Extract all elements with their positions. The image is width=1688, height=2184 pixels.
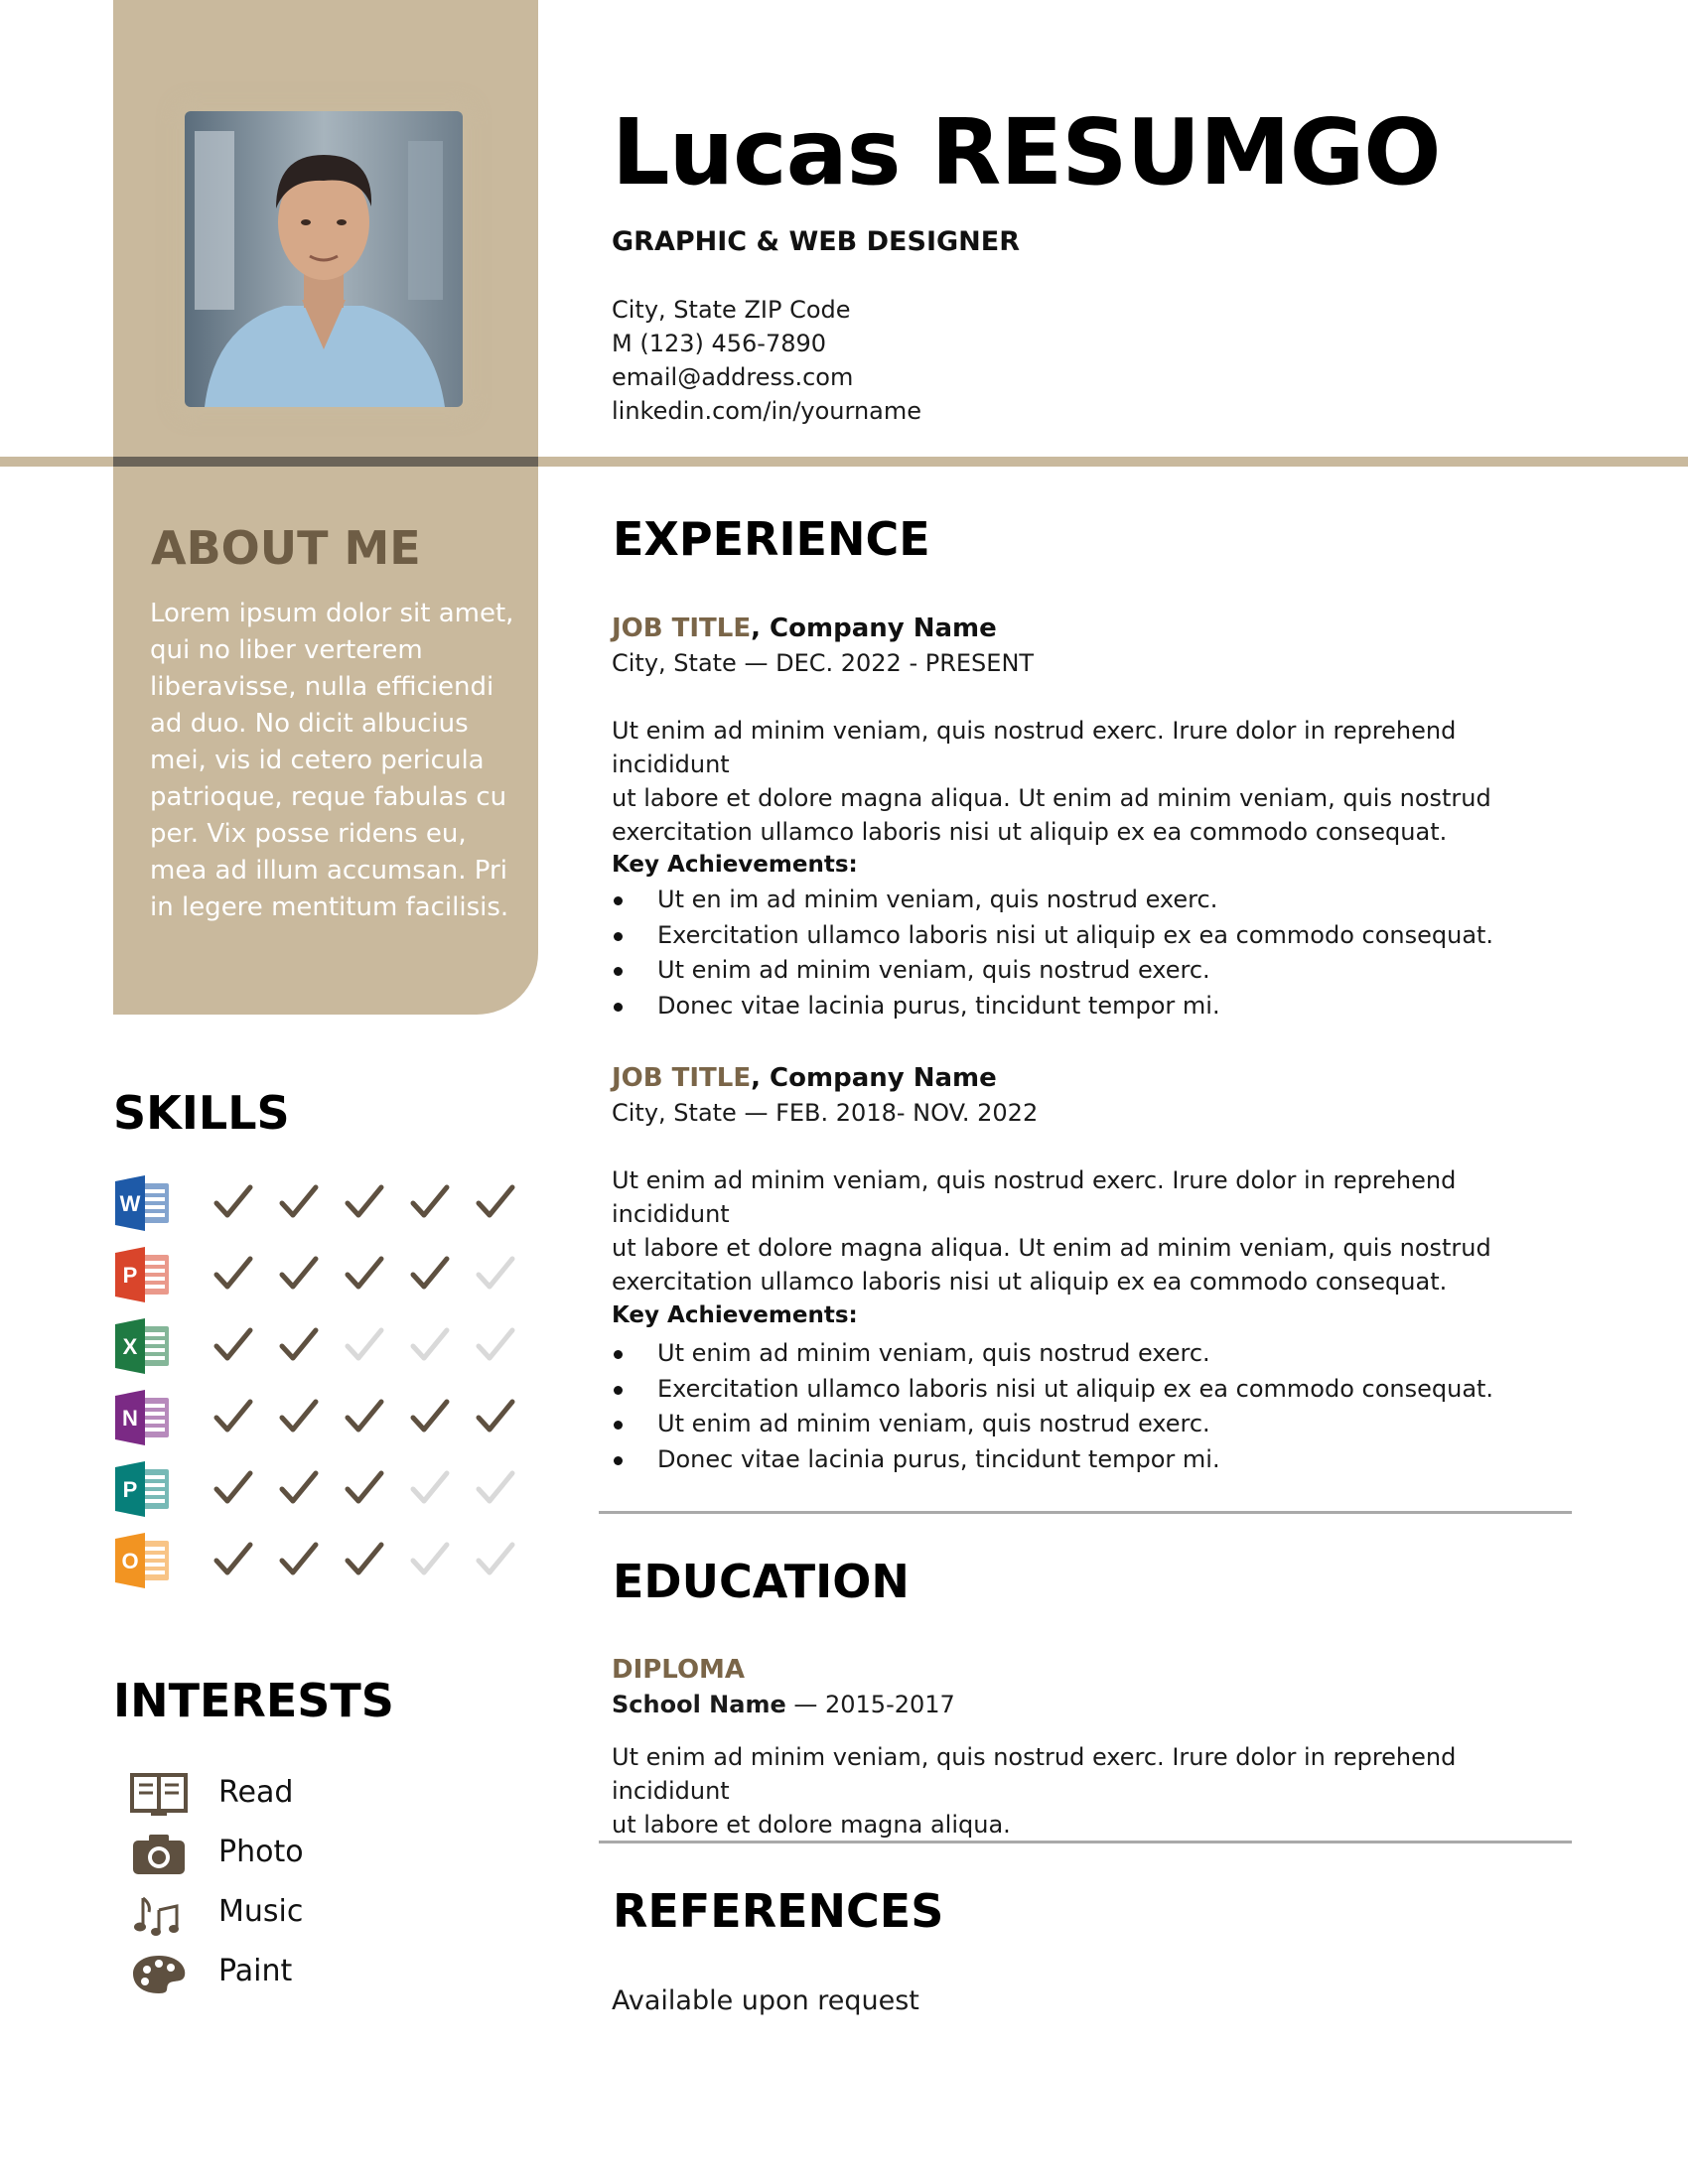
check-filled-icon [278,1324,320,1366]
job-location-dates: City, State — FEB. 2018- NOV. 2022 [612,1099,1039,1127]
check-filled-icon [475,1181,516,1223]
check-empty-icon [409,1539,451,1580]
check-filled-icon [409,1253,451,1295]
svg-text:N: N [122,1406,138,1431]
check-filled-icon [409,1396,451,1437]
book-icon [129,1771,189,1817]
header-divider-band [0,457,113,467]
svg-text:O: O [121,1549,139,1573]
interest-label: Music [218,1894,304,1929]
references-text: Available upon request [612,1985,919,2016]
contact-linkedin: linkedin.com/in/yourname [612,397,922,425]
check-filled-icon [278,1181,320,1223]
check-filled-icon [344,1181,385,1223]
word-icon [113,1175,171,1231]
about-heading: ABOUT ME [151,521,421,575]
achievements-list [612,1336,1545,1477]
list-item: Ut enim ad minim veniam, quis nostrud exerc. [612,1407,1545,1442]
education-heading: EDUCATION [613,1555,910,1608]
profile-photo [185,111,463,407]
check-filled-icon [212,1324,254,1366]
contact-phone: M (123) 456-7890 [612,330,827,357]
check-filled-icon [344,1396,385,1437]
contact-email: email@address.com [612,363,854,391]
list-item: Donec vitae lacinia purus, tincidunt tempor mi. [612,1442,1545,1478]
check-filled-icon [212,1396,254,1437]
section-divider [599,1511,1572,1514]
job-description: Ut enim ad minim veniam, quis nostrud exerc. Irure dolor in reprehend incididunt ut labore et dolore magna aliqua. Ut enim ad minim veniam, quis nostrud exercitation ullamco laboris nisi ut aliquip ex ea commodo consequat. [612,717,1491,846]
header-divider-band [538,457,1688,467]
check-empty-icon [344,1324,385,1366]
section-divider [599,1841,1572,1843]
svg-text:P: P [122,1477,138,1502]
interest-label: Read [218,1775,294,1810]
list-item: Ut enim ad minim veniam, quis nostrud exerc. [612,1336,1545,1372]
achievements-label: Key Achievements: [612,1302,858,1328]
check-empty-icon [475,1253,516,1295]
check-filled-icon [278,1467,320,1509]
check-filled-icon [278,1539,320,1580]
check-filled-icon [344,1539,385,1580]
job-description: Ut enim ad minim veniam, quis nostrud exerc. Irure dolor in reprehend incididunt ut labore et dolore magna aliqua. Ut enim ad minim veniam, quis nostrud exercitation ullamco laboris nisi ut aliquip ex ea commodo consequat. [612,1166,1491,1296]
candidate-name: Lucas RESUMGO [612,99,1441,205]
onenote-icon [113,1390,171,1445]
skill-row [113,1171,530,1233]
check-filled-icon [212,1181,254,1223]
check-filled-icon [212,1467,254,1509]
music-note-icon [129,1890,189,1936]
skills-heading: SKILLS [113,1086,290,1140]
list-item: Donec vitae lacinia purus, tincidunt tempor mi. [612,989,1545,1024]
list-item: Ut en im ad minim veniam, quis nostrud exerc. [612,883,1545,918]
experience-heading: EXPERIENCE [613,512,930,566]
excel-icon [113,1318,171,1374]
check-filled-icon [409,1181,451,1223]
job-title: JOB TITLE, Company Name [612,614,997,643]
powerpoint-icon [113,1247,171,1302]
interest-label: Paint [218,1954,293,1988]
job-title: JOB TITLE, Company Name [612,1063,997,1093]
list-item: Exercitation ullamco laboris nisi ut aliquip ex ea commodo consequat. [612,918,1545,954]
references-heading: REFERENCES [613,1884,944,1938]
check-filled-icon [212,1253,254,1295]
list-item: Exercitation ullamco laboris nisi ut aliquip ex ea commodo consequat. [612,1372,1545,1408]
check-filled-icon [278,1253,320,1295]
skill-row [113,1457,530,1519]
interests-heading: INTERESTS [113,1674,394,1727]
check-empty-icon [475,1467,516,1509]
header-divider-band-dark [113,457,538,467]
job-role: GRAPHIC & WEB DESIGNER [612,226,1020,257]
outlook-icon [113,1533,171,1588]
education-description: Ut enim ad minim veniam, quis nostrud exerc. Irure dolor in reprehend incididunt ut labore et dolore magna aliqua. [612,1743,1457,1839]
check-empty-icon [409,1467,451,1509]
skill-row [113,1386,530,1447]
check-filled-icon [344,1253,385,1295]
camera-icon [129,1831,189,1876]
svg-text:W: W [119,1191,141,1216]
skill-row [113,1243,530,1304]
check-filled-icon [475,1396,516,1437]
svg-text:X: X [122,1334,138,1359]
check-filled-icon [344,1467,385,1509]
school-line: School Name — 2015-2017 [612,1691,955,1718]
list-item: Ut enim ad minim veniam, quis nostrud exerc. [612,953,1545,989]
check-empty-icon [409,1324,451,1366]
job-location-dates: City, State — DEC. 2022 - PRESENT [612,649,1035,677]
publisher-icon [113,1461,171,1517]
interest-label: Photo [218,1835,304,1869]
check-filled-icon [278,1396,320,1437]
skill-row [113,1314,530,1376]
check-empty-icon [475,1539,516,1580]
svg-text:P: P [122,1263,138,1288]
achievements-label: Key Achievements: [612,852,858,878]
skill-row [113,1529,530,1590]
palette-icon [129,1950,189,1995]
degree-title: DIPLOMA [612,1655,746,1685]
contact-address: City, State ZIP Code [612,296,851,324]
check-empty-icon [475,1324,516,1366]
check-filled-icon [212,1539,254,1580]
achievements-list [612,883,1545,1024]
about-text: Lorem ipsum dolor sit amet, qui no liber verterem liberavisse, nulla efficiendi ad duo. No dicit albucius mei, vis id cetero pericula patrioque, reque fabulas cu per. Vix posse ridens eu, mea ad illum accumsan. Pri in legere mentitum facilisis. [150,599,514,922]
